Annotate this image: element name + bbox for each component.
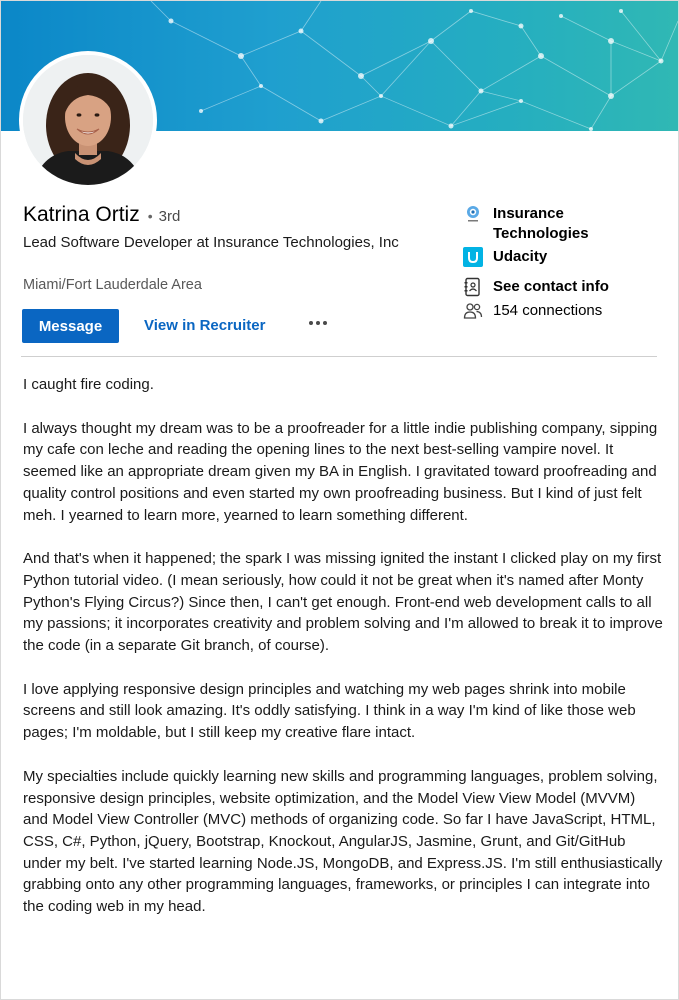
connections-count: 154 connections bbox=[493, 302, 603, 319]
udacity-logo-icon bbox=[463, 247, 483, 267]
current-company[interactable] bbox=[463, 204, 663, 244]
summary-paragraph: I caught fire coding. bbox=[23, 376, 154, 393]
degree-separator: • bbox=[147, 208, 153, 224]
profile-location: Miami/Fort Lauderdale Area bbox=[23, 277, 202, 293]
name-row bbox=[23, 203, 180, 227]
avatar-frame[interactable] bbox=[19, 51, 157, 189]
profile-headline: Lead Software Developer at Insurance Technologies, Inc bbox=[23, 234, 399, 251]
see-contact-info[interactable]: See contact info bbox=[493, 278, 609, 295]
summary-paragraph: My specialties include quickly learning new skills and programming languages, problem solving, responsive design principles, website optimization, and the Model View View Model (MVVM) and Model View Controller (MVC) methods of organizing code. So far I have JavaScript, HTML, CSS, C#, Python, jQuery, Bootstrap, Knockout, AngularJS, Jasmine, Grunt, and Git/GitHub under my belt. I've started learning Node.JS, MongoDB, and Express.JS. I'm still enthusiastically grabbing onto any other programming languages, frameworks, or principles I can integrate into the coding web in my head. bbox=[23, 767, 663, 916]
profile-name: Katrina Ortiz bbox=[23, 203, 140, 226]
more-actions-button[interactable] bbox=[306, 311, 330, 335]
ellipsis-icon bbox=[308, 320, 328, 326]
contact-info-link[interactable] bbox=[463, 277, 663, 297]
message-button[interactable]: Message bbox=[22, 309, 119, 343]
company-logo-icon bbox=[463, 204, 483, 224]
profile-summary bbox=[23, 374, 663, 940]
summary-paragraph: And that's when it happened; the spark I was missing ignited the instant I clicked play on my first Python tutorial video. (I mean seriously, how could it not be great when it's named after Monty Python's Flying Circus?) Since then, I can't get enough. Front-end web development calls to all my passions; it incorporates creativity and problem solving and I'm allowed to break it to improve the code (in a separate Git branch, of course). bbox=[23, 550, 663, 655]
summary-paragraph: I always thought my dream was to be a proofreader for a little indie publishing company, sipping my cafe con leche and reading the opening lines to the next best-selling vampire novel. It seemed like an appropriate dream given my BA in English. I gravitated toward proofreading and quality control positions and even started my own proofreading business. But I kind of just felt meh. I yearned to learn more, yearned to learn something different. bbox=[23, 419, 658, 524]
education-school[interactable] bbox=[463, 247, 663, 267]
school-name: Udacity bbox=[493, 248, 548, 265]
company-name: Insurance Technologies bbox=[493, 205, 589, 242]
connections-link[interactable] bbox=[463, 301, 663, 321]
summary-paragraph: I love applying responsive design principles and watching my web pages shrink into mobile screens and still look amazing. It's oddly satisfying. I think in a way I'm kind of like those web pages; I'm moldable, but I still keep my creative flare intact. bbox=[23, 680, 636, 742]
profile-photo bbox=[23, 55, 153, 185]
contact-card-icon bbox=[463, 277, 483, 297]
avatar[interactable] bbox=[23, 55, 153, 185]
connection-degree: 3rd bbox=[158, 208, 181, 225]
view-in-recruiter-link[interactable]: View in Recruiter bbox=[144, 317, 266, 334]
people-icon bbox=[463, 301, 483, 321]
section-divider bbox=[21, 356, 657, 357]
